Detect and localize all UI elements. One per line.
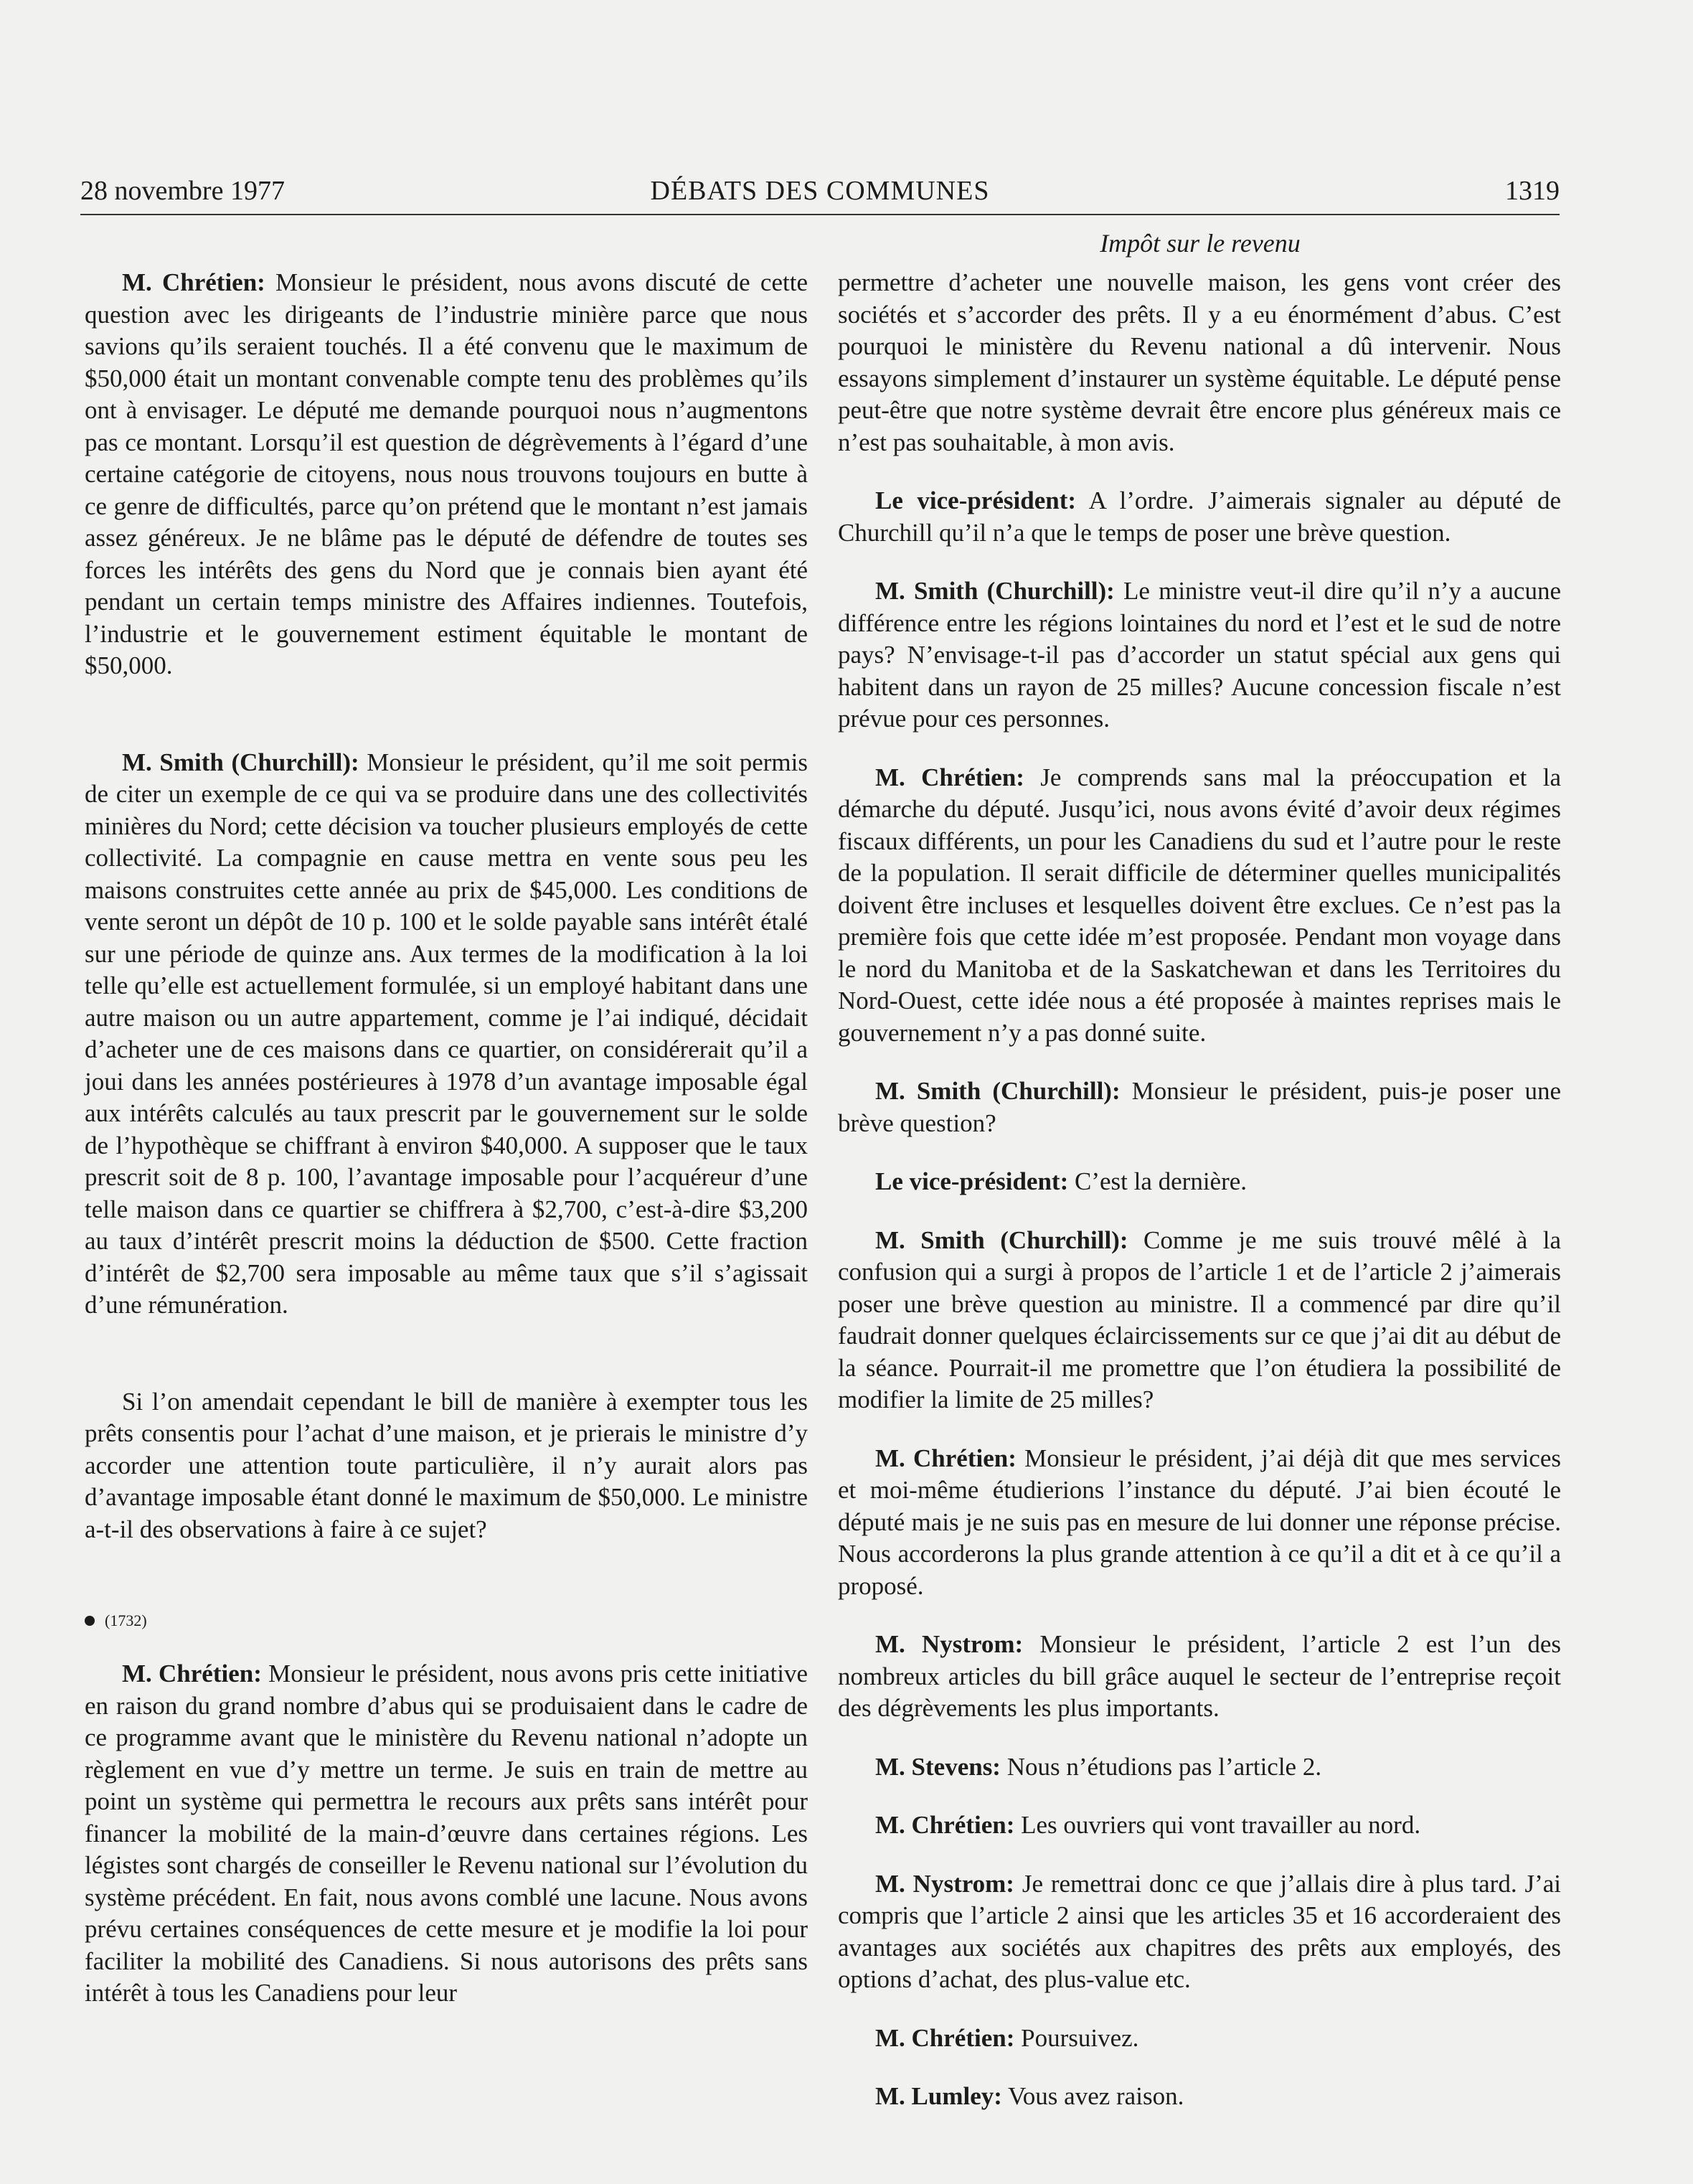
paragraph — [85, 1658, 808, 2010]
page-header — [80, 172, 1560, 215]
paragraph — [838, 1868, 1561, 1996]
speaker-name: M. Lumley: — [875, 2082, 1002, 2110]
speaker-name: M. Smith (Churchill): — [875, 1077, 1121, 1105]
paragraph — [838, 1809, 1561, 1842]
paragraph — [838, 1629, 1561, 1725]
paragraph-text: Vous avez raison. — [1001, 2082, 1184, 2110]
header-date: 28 novembre 1977 — [80, 176, 285, 206]
left-column — [85, 267, 808, 2036]
paragraph-text: Le ministre veut-il dire qu’il n’y a aucune différence entre les régions lointaines du nord et l’est et le sud de notre pays? N’envisage-t-il pas d’accorder un statut spécial aux gens qui habitent dans un rayon de 25 milles? Aucune concession fiscale n’est prévue pour ces personnes. — [838, 577, 1562, 733]
paragraph-text: Monsieur le président, l’article 2 est l’un des nombreux articles du bill grâce auquel le secteur de l’entreprise reçoit des dégrèvements les plus importants. — [838, 1630, 1561, 1722]
time-marker-text: (1732) — [105, 1611, 147, 1629]
speaker-name: M. Chrétien: — [122, 268, 265, 296]
speaker-name: M. Chrétien: — [875, 763, 1024, 791]
bullet-icon — [85, 1616, 95, 1626]
paragraph-text: Les ouvriers qui vont travailler au nord. — [1014, 1811, 1421, 1839]
time-marker — [85, 1610, 808, 1632]
paragraph — [838, 485, 1561, 549]
paragraph — [838, 267, 1561, 458]
speaker-name: M. Chrétien: — [875, 2023, 1015, 2052]
paragraph-text: Si l’on amendait cependant le bill de manière à exempter tous les prêts consentis pour l’achat d’une maison, et je prierais le ministre d’y accorder une attention toute particulière, il n’y aurait alors pas d’avantage imposable étant donné le maximum de $50,000. Le ministre a-t-il des observations à faire à ce sujet? — [85, 1387, 808, 1543]
paragraph-text: Je comprends sans mal la préoccupation et la démarche du député. Jusqu’ici, nous avons évité d’avoir deux régimes fiscaux différents, un pour les Canadiens du sud et l’autre pour le reste de la population. Il serait difficile de déterminer quelles municipalités doivent être incluses et lesquelles doivent être exclues. Ce n’est pas la première fois que cette idée m’est proposée. Pendant mon voyage dans le nord du Manitoba et de la Saskatchewan et dans les Territoires du Nord-Ouest, cette idée nous a été proposée à maintes reprises mais le gouvernement n’y a pas donné suite. — [838, 763, 1561, 1047]
paragraph-text: Monsieur le président, nous avons discuté de cette question avec les dirigeants de l’industrie minière parce que nous savions qu’ils seraient touchés. Il a été convenu que le maximum de $50,000 était un montant convenable compte tenu des problèmes qu’ils ont à envisager. Le député me demande pourquoi nous n’augmentons pas ce montant. Lorsqu’il est question de dégrèvements à l’égard d’une certaine catégorie de citoyens, nous nous trouvons toujours en butte à ce genre de difficultés, parce qu’on prétend que le montant n’est jamais assez généreux. Je ne blâme pas le député de défendre de toutes ses forces les intérêts des gens du Nord que je connais bien ayant été pendant un certain temps ministre des Affaires indiennes. Toutefois, l’industrie et le gouvernement estiment équitable le montant de $50,000. — [85, 268, 808, 679]
paragraph-text: Poursuivez. — [1014, 2023, 1139, 2052]
paragraph — [838, 762, 1561, 1050]
paragraph-text: Nous n’étudions pas l’article 2. — [1000, 1752, 1322, 1781]
paragraph-text: Monsieur le président, j’ai déjà dit que mes services et moi-même étudierions l’instance du député. J’ai bien écouté le député mais je ne suis pas en mesure de lui donner une réponse précise. Nous accorderons la plus grande attention à ce qu’il a dit et à ce qu’il a proposé. — [838, 1444, 1561, 1600]
speaker-name: M. Stevens: — [875, 1752, 1001, 1781]
speaker-name: M. Nystrom: — [875, 1869, 1014, 1898]
speaker-name: Le vice-président: — [875, 486, 1077, 514]
paragraph — [838, 575, 1561, 735]
paragraph-text: Je remettrai donc ce que j’allais dire à plus tard. J’ai compris que l’article 2 ainsi que les articles 35 et 16 accorderaient des avantages aux sociétés aux chapitres des prêts aux employés, des options d’achat, des plus-value etc. — [838, 1869, 1561, 1993]
paragraph-text: Monsieur le président, nous avons pris cette initiative en raison du grand nombre d’abus qui se produisaient dans le cadre de ce programme avant que le ministère du Revenu national n’adopte un règlement en vue d’y mettre un terme. Je suis en train de mettre au point un système qui permettra le recours aux prêts sans intérêt pour financer la mobilité de la main-d’œuvre dans certaines régions. Les légistes sont chargés de conseiller le Revenu national sur l’évolution du système précédent. En fait, nous avons comblé une lacune. Nous avons prévu certaines conséquences de cette mesure et je modifie la loi pour faciliter la mobilité des Canadiens. Si nous autorisons des prêts sans intérêt à tous les Canadiens pour leur — [85, 1660, 808, 2007]
paragraph — [838, 1751, 1561, 1784]
speaker-name: M. Chrétien: — [875, 1811, 1015, 1839]
section-subheading: Impôt sur le revenu — [1100, 229, 1301, 258]
speaker-name: M. Smith (Churchill): — [875, 577, 1115, 605]
speaker-name: M. Chrétien: — [122, 1660, 262, 1688]
speaker-name: M. Smith (Churchill): — [875, 1225, 1128, 1254]
paragraph-text: Comme je me suis trouvé mêlé à la confusion qui a surgi à propos de l’article 1 et de l’article 2 j’aimerais poser une brève question au ministre. Il a commencé par dire qu’il faudrait donner quelques éclaircissements sur ce que j’ai dit au début de la séance. Pourrait-il me promettre que l’on étudiera la possibilité de modifier la limite de 25 milles? — [838, 1225, 1561, 1413]
right-column — [838, 267, 1561, 2140]
header-title: DÉBATS DES COMMUNES — [650, 176, 990, 206]
paragraph-text: C’est la dernière. — [1068, 1167, 1248, 1195]
speaker-name: M. Chrétien: — [875, 1444, 1017, 1472]
paragraph-text: Monsieur le président, qu’il me soit permis de citer un exemple de ce qui va se produire dans une des collectivités minières du Nord; cette décision va toucher plusieurs employés de cette collectivité. La compagnie en cause mettra en vente sous peu les maisons construites cette année au prix de $45,000. Les conditions de vente seront un dépôt de 10 p. 100 et le solde payable sans intérêt étalé sur une période de quinze ans. Aux termes de la modification à la loi telle qu’elle est actuellement formulée, si un employé habitant dans une autre maison ou un autre appartement, comme je l’ai indiqué, décidait d’acheter une de ces maisons dans ce quartier, on considérerait qu’il a joui dans les années postérieures à 1978 d’un avantage imposable égal aux intérêts calculés au taux prescrit par le gouvernement sur le solde de l’hypothèque se chiffrant à environ $40,000. A supposer que le taux prescrit soit de 8 p. 100, l’avantage imposable pour l’acquéreur d’une telle maison dans ce quartier se chiffrera à $2,700, c’est-à-dire $3,200 au taux d’intérêt prescrit moins la déduction de $500. Cette fraction d’intérêt de $2,700 sera imposable au même taux que s’il s’agissait d’une rémunération. — [85, 748, 808, 1319]
header-page-number: 1319 — [1505, 176, 1560, 206]
paragraph — [838, 1166, 1561, 1198]
paragraph — [838, 1443, 1561, 1603]
paragraph-text: A l’ordre. J’aimerais signaler au député de Churchill qu’il n’a que le temps de poser une brève question. — [838, 486, 1562, 547]
speaker-name: M. Nystrom: — [875, 1630, 1024, 1658]
paragraph — [85, 747, 808, 1322]
paragraph-text: permettre d’acheter une nouvelle maison, les gens vont créer des sociétés et s’accorder des prêts. Il y a eu énormément d’abus. C’est pourquoi le ministère du Revenu national a dû intervenir. Nous essayons simplement d’instaurer un système équitable. Le député pense peut-être que notre système devrait être encore plus généreux mais ce n’est pas souhaitable, à mon avis. — [838, 268, 1561, 456]
paragraph — [838, 1225, 1561, 1416]
paragraph — [85, 1386, 808, 1546]
paragraph — [838, 2023, 1561, 2055]
speaker-name: M. Smith (Churchill): — [122, 748, 359, 776]
paragraph — [85, 267, 808, 682]
speaker-name: Le vice-président: — [875, 1167, 1069, 1195]
paragraph — [838, 2081, 1561, 2113]
paragraph — [838, 1075, 1561, 1139]
paragraph-text: Monsieur le président, puis-je poser une brève question? — [838, 1077, 1561, 1137]
